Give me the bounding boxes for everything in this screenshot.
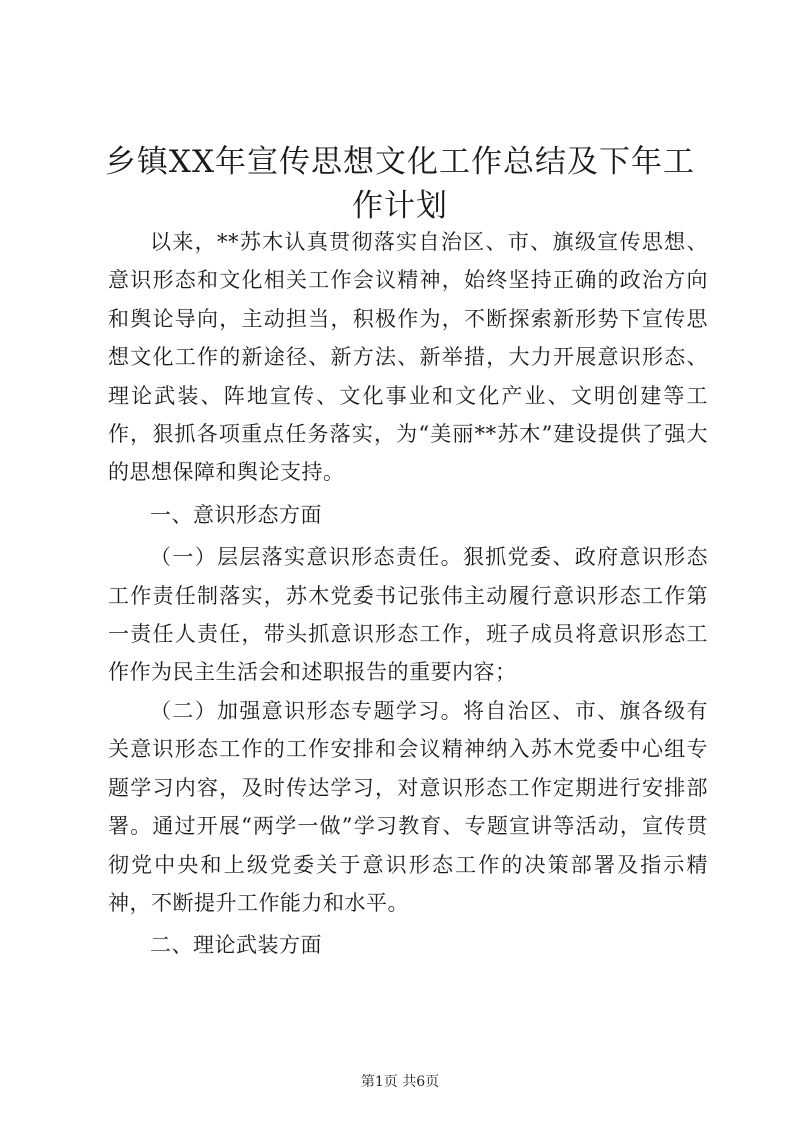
section-heading-theory: 二、理论武装方面: [150, 933, 322, 958]
subsection-study: （二）加强意识形态专题学习。将自治区、市、旗各级有关意识形态工作的工作安排和会议精神纳入苏木党委中心组专题学习内容，及时传达学习，对意识形态工作定期进行安排部署。通过开展“两学一做”学习教育、专题宣讲等活动，宣传贯彻党中央和上级党委关于意识形态工作的决策部署及指示精神，不断提升工作能力和水平。: [108, 698, 708, 915]
document-title: 乡镇XX年宣传思想文化工作总结及下年工作计划: [104, 144, 696, 224]
document-body: [108, 223, 708, 969]
intro-paragraph: 以来，**苏木认真贯彻落实自治区、市、旗级宣传思想、意识形态和文化相关工作会议精神，始终坚持正确的政治方向和舆论导向，主动担当，积极作为，不断探索新形势下宣传思想文化工作的新途径、新方法、新举措，大力开展意识形态、理论武装、阵地宣传、文化事业和文化产业、文明创建等工作，狠抓各项重点任务落实，为“美丽**苏木”建设提供了强大的思想保障和舆论支持。: [108, 230, 708, 485]
section-heading-ideology: 一、意识形态方面: [150, 502, 322, 527]
page-footer: 第1页 共6页: [360, 1074, 440, 1090]
subsection-responsibility: （一）层层落实意识形态责任。狠抓党委、政府意识形态工作责任制落实，苏木党委书记张伟主动履行意识形态工作第一责任人责任，带头抓意识形态工作，班子成员将意识形态工作作为民主生活会和述职报告的重要内容；: [108, 545, 708, 685]
